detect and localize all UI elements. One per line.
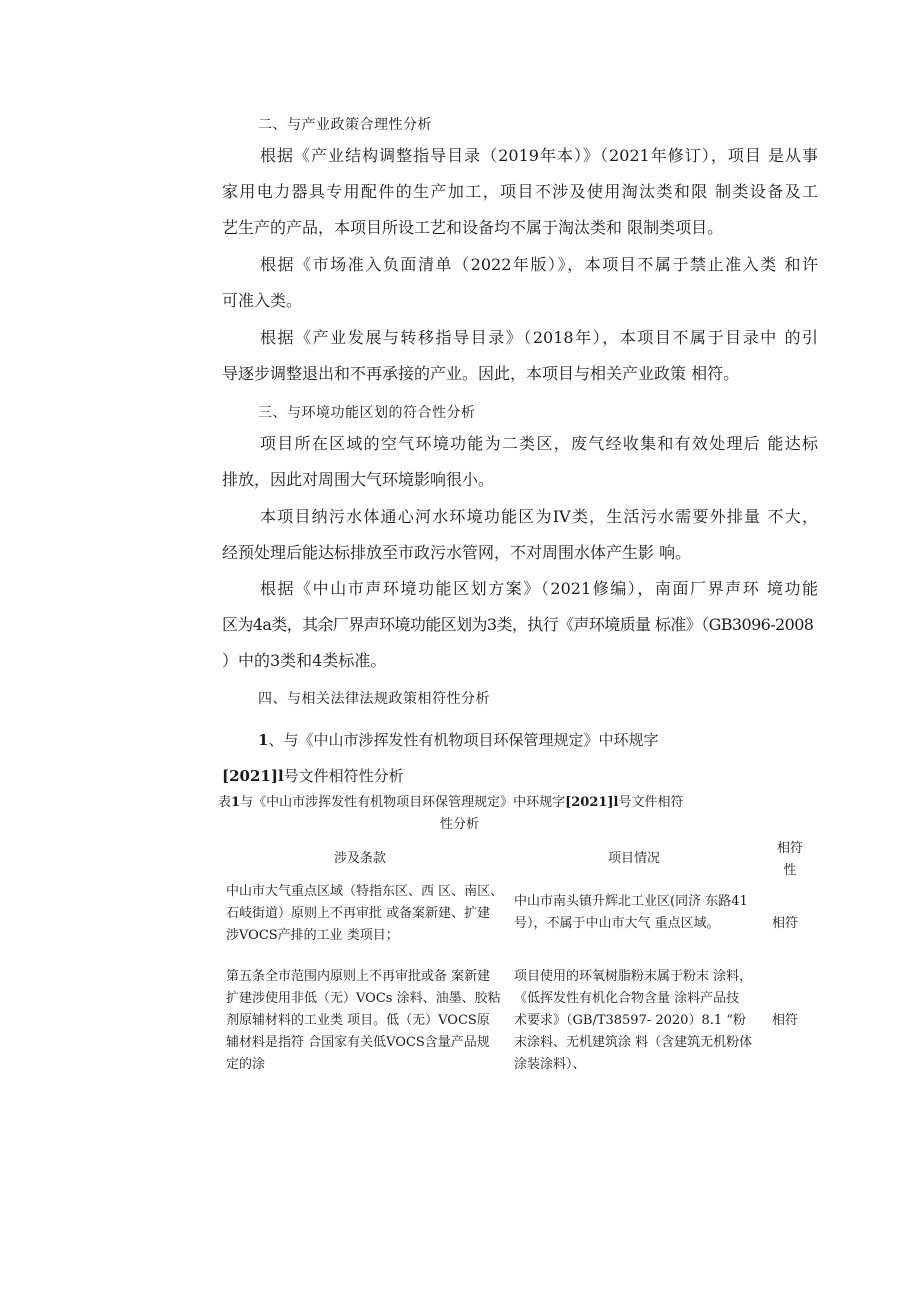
cell-line: 剂原辅材料的工业类 项目。低（无）VOCS原 (226, 1013, 490, 1028)
column-header-conformity (776, 838, 804, 882)
text-line: 根据《市场准入负面清单（2022年版）》，本项目不属于禁止准入类 和许 (260, 255, 818, 274)
caption-number: 1 (231, 795, 241, 810)
table-caption-line2: 性分析 (440, 817, 480, 832)
text-line (222, 722, 818, 758)
text-line: 经预处理后能达标排放至市政污水管网，不对周围水体产生影 响。 (222, 543, 692, 562)
paragraph-air-zone (222, 426, 818, 498)
subheading-vocs-regulation (222, 722, 818, 794)
table-caption (218, 792, 684, 814)
text-line: 排放，因此对周围大气环境影响很小。 (222, 470, 495, 489)
subheading-text: 号文件相符性分析 (283, 767, 404, 785)
cell-line: 第五条全市范围内原则上不再审批或备 案新建 (226, 969, 491, 984)
text-line: 本项目纳污水体通心河水环境功能区为IV类，生活污水需要外排量 不大， (260, 507, 818, 526)
table-row-1-situation (514, 891, 748, 935)
table-row-2-situation (514, 966, 752, 1076)
section-heading-regulations: 四、与相关法律法规政策相符性分析 (258, 691, 490, 707)
header-line: 性 (783, 863, 797, 878)
text-line: 家用电力器具专用配件的生产加工，项目不涉及使用淘汰类和限 制类设备及工 (222, 182, 818, 201)
text-line (222, 758, 818, 794)
column-header-situation: 项目情况 (608, 851, 661, 866)
caption-text: 与《中山市涉挥发性有机物项目环保管理规定》中环规字 (240, 795, 566, 810)
cell-line: 术要求》（GB/T38597- 2020）8.1 “粉 (514, 1013, 746, 1028)
paragraph-industry-transfer (222, 320, 818, 392)
text-line: 根据《产业发展与转移指导目录》（2018年），本项目不属于目录中 的引 (260, 328, 818, 347)
table-row-1-clause (226, 881, 503, 947)
cell-line: 涂装涂料）、 (514, 1057, 586, 1072)
caption-tail: 号文件相符 (618, 795, 684, 810)
text-line: 项目所在区域的空气环境功能为二类区，废气经收集和有效处理后 能达标 (260, 434, 818, 453)
cell-line: 石岐街道）原则上不再审批 或备案新建、扩建 (226, 906, 491, 921)
cell-line: 中山市南头镇升辉北工业区(同济 东路41 (514, 894, 748, 909)
cell-line: 号），不属于中山市大气 重点区域。 (514, 916, 720, 931)
table-row-1-conformity: 相符 (772, 916, 799, 931)
paragraph-water-zone (222, 499, 818, 571)
paragraph-structure-catalog (222, 138, 818, 246)
caption-prefix: 表 (218, 795, 232, 810)
section-heading-environment-zoning: 三、与环境功能区划的符合性分析 (258, 405, 476, 421)
cell-line: 辅材料是指符 合国家有关低VOCS含量产品规 (226, 1035, 490, 1050)
text-line: 导逐步调整退出和不再承接的产业。因此，本项目与相关产业政策 相符。 (222, 364, 740, 383)
header-line: 相符 (776, 841, 803, 856)
cell-line: 涉VOCS产排的工业 类项目； (226, 928, 399, 943)
text-line: 根据《中山市声环境功能区划方案》（2021修编），南面厂界声环 境功能 (260, 579, 818, 598)
text-line: 艺生产的产品，本项目所设工艺和设备均不属于淘汰类和 限制类项目。 (222, 218, 724, 237)
cell-line: 定的涂 (226, 1057, 266, 1072)
cell-line: 项目使用的环氧树脂粉末属于粉末 涂料， (514, 969, 753, 984)
subheading-number: 1 (258, 731, 269, 749)
table-row-2-clause (226, 966, 501, 1076)
cell-line: 末涂料、无机建筑涂 料（含建筑无机粉体 (514, 1035, 753, 1050)
section-heading-industrial-policy: 二、与产业政策合理性分析 (258, 117, 432, 133)
subheading-text: 、与《中山市涉挥发性有机物项目环保管理规定》中环规字 (268, 731, 659, 749)
paragraph-noise-zone (222, 571, 818, 679)
text-line: 区为4a类，其余厂界声环境功能区划为3类，执行《声环境质量 标准》（GB3096-2008 (222, 615, 814, 634)
table-row-2-conformity: 相符 (772, 1013, 799, 1028)
paragraph-negative-list (222, 247, 818, 319)
text-line: 可准入类。 (222, 291, 303, 310)
cell-line: 《低挥发性有机化合物含量 涂料产品技 (514, 991, 740, 1006)
cell-line: 中山市大气重点区域（特指东区、西 区、南区、 (226, 884, 504, 899)
column-header-clause: 涉及条款 (334, 851, 387, 866)
text-line: ）中的3类和4类标准。 (222, 651, 387, 670)
document-number: [2021]l (222, 767, 284, 785)
text-line: 根据《产业结构调整指导目录（2019年本）》（2021年修订），项目 是从事 (260, 146, 818, 165)
cell-line: 扩建涉使用非低（无）VOCs 涂料、油墨、胶粘 (226, 991, 501, 1006)
caption-document-number: [2021]l (565, 795, 619, 810)
